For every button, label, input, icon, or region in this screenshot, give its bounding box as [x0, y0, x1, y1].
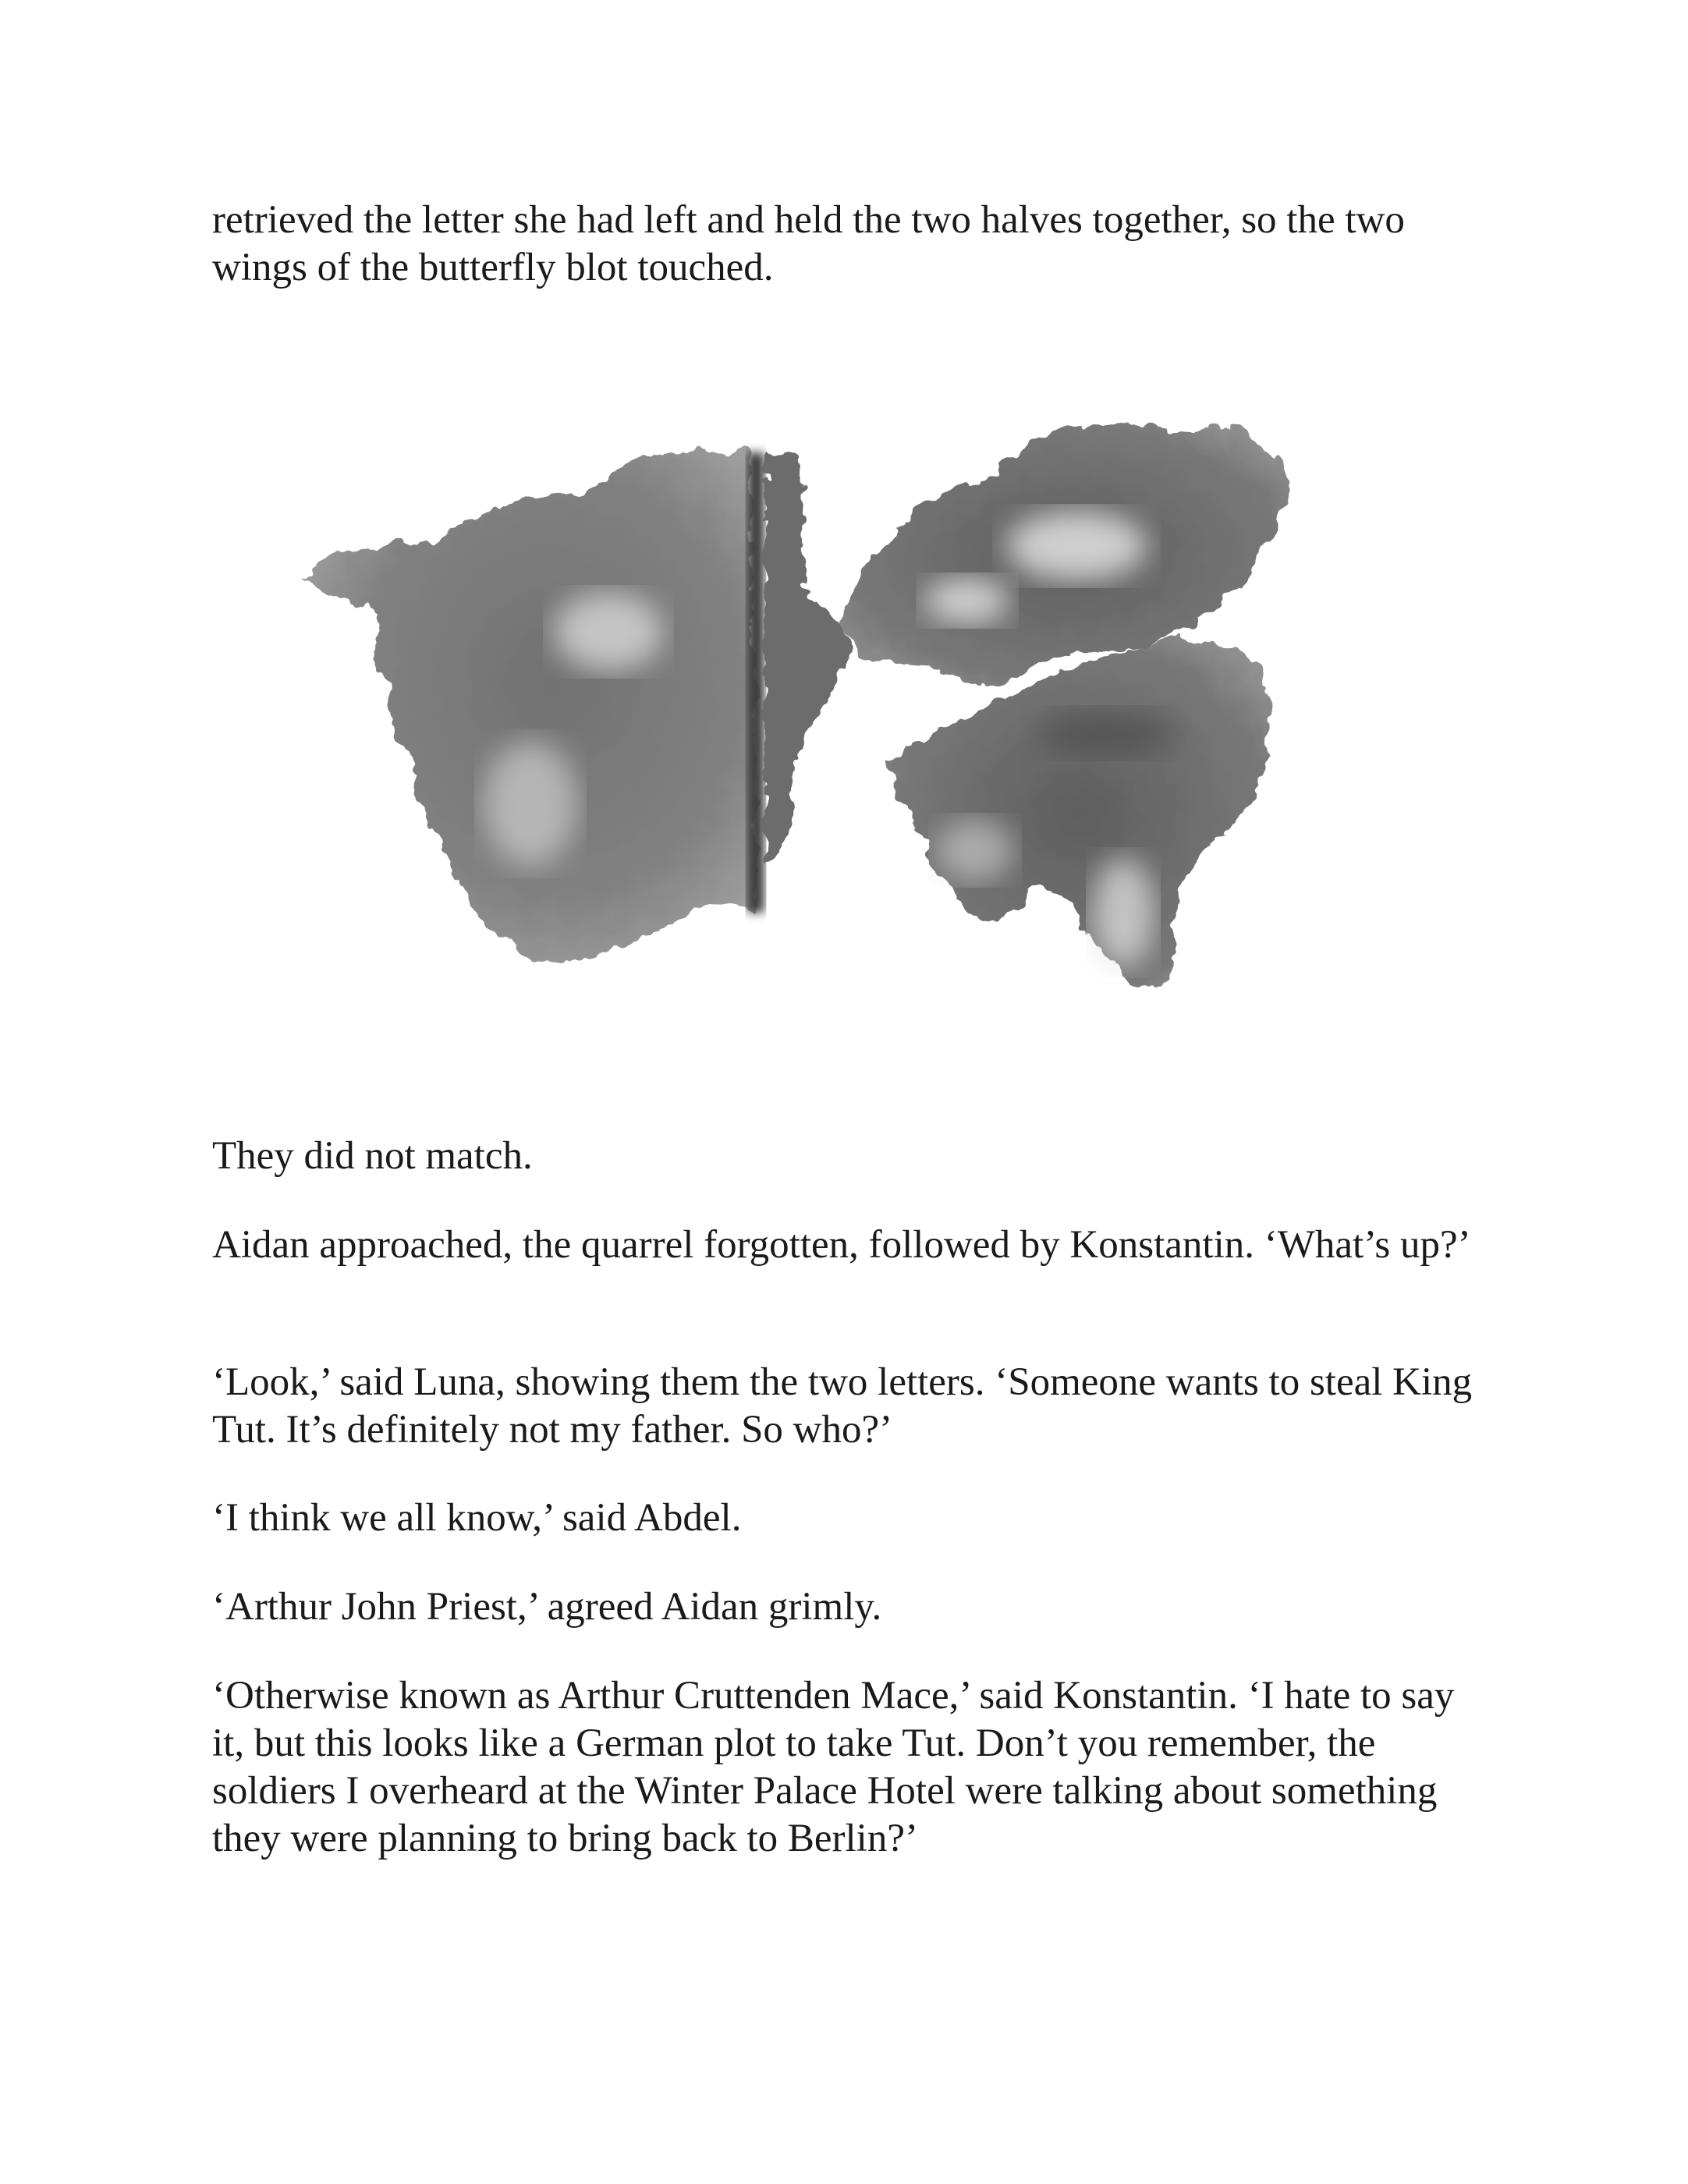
- paragraph-1: retrieved the letter she had left and held the two halves together, so the two wings of the butterfly blot touched.: [212, 198, 1405, 289]
- paragraph-6: ‘Arthur John Priest,’ agreed Aidan grimly.: [212, 1585, 882, 1629]
- center-seam: [747, 452, 764, 913]
- paragraph-5: ‘I think we all know,’ said Abdel.: [212, 1496, 742, 1540]
- paragraph-7: ‘Otherwise known as Arthur Cruttenden Mace,’ said Konstantin. ‘I hate to say it, but this looks like a German plot to take Tut. Don’t you remember, the soldiers I overheard at the Winter Palace Hotel were talking about something they were planning to bring back to Berlin?’: [212, 1674, 1455, 1860]
- paragraph-4: ‘Look,’ said Luna, showing them the two letters. ‘Someone wants to steal King Tut. It’s definitely not my father. So who?’: [212, 1360, 1473, 1452]
- paragraph-3: Aidan approached, the quarrel forgotten, followed by Konstantin. ‘What’s up?’: [212, 1223, 1471, 1267]
- left-wing-shape: [304, 452, 757, 963]
- right-lower-wing-shape: [889, 639, 1271, 989]
- inkblot-svg: [296, 367, 1404, 1045]
- paragraph-2: They did not match.: [212, 1134, 533, 1178]
- butterfly-inkblot-illustration: [296, 367, 1404, 1045]
